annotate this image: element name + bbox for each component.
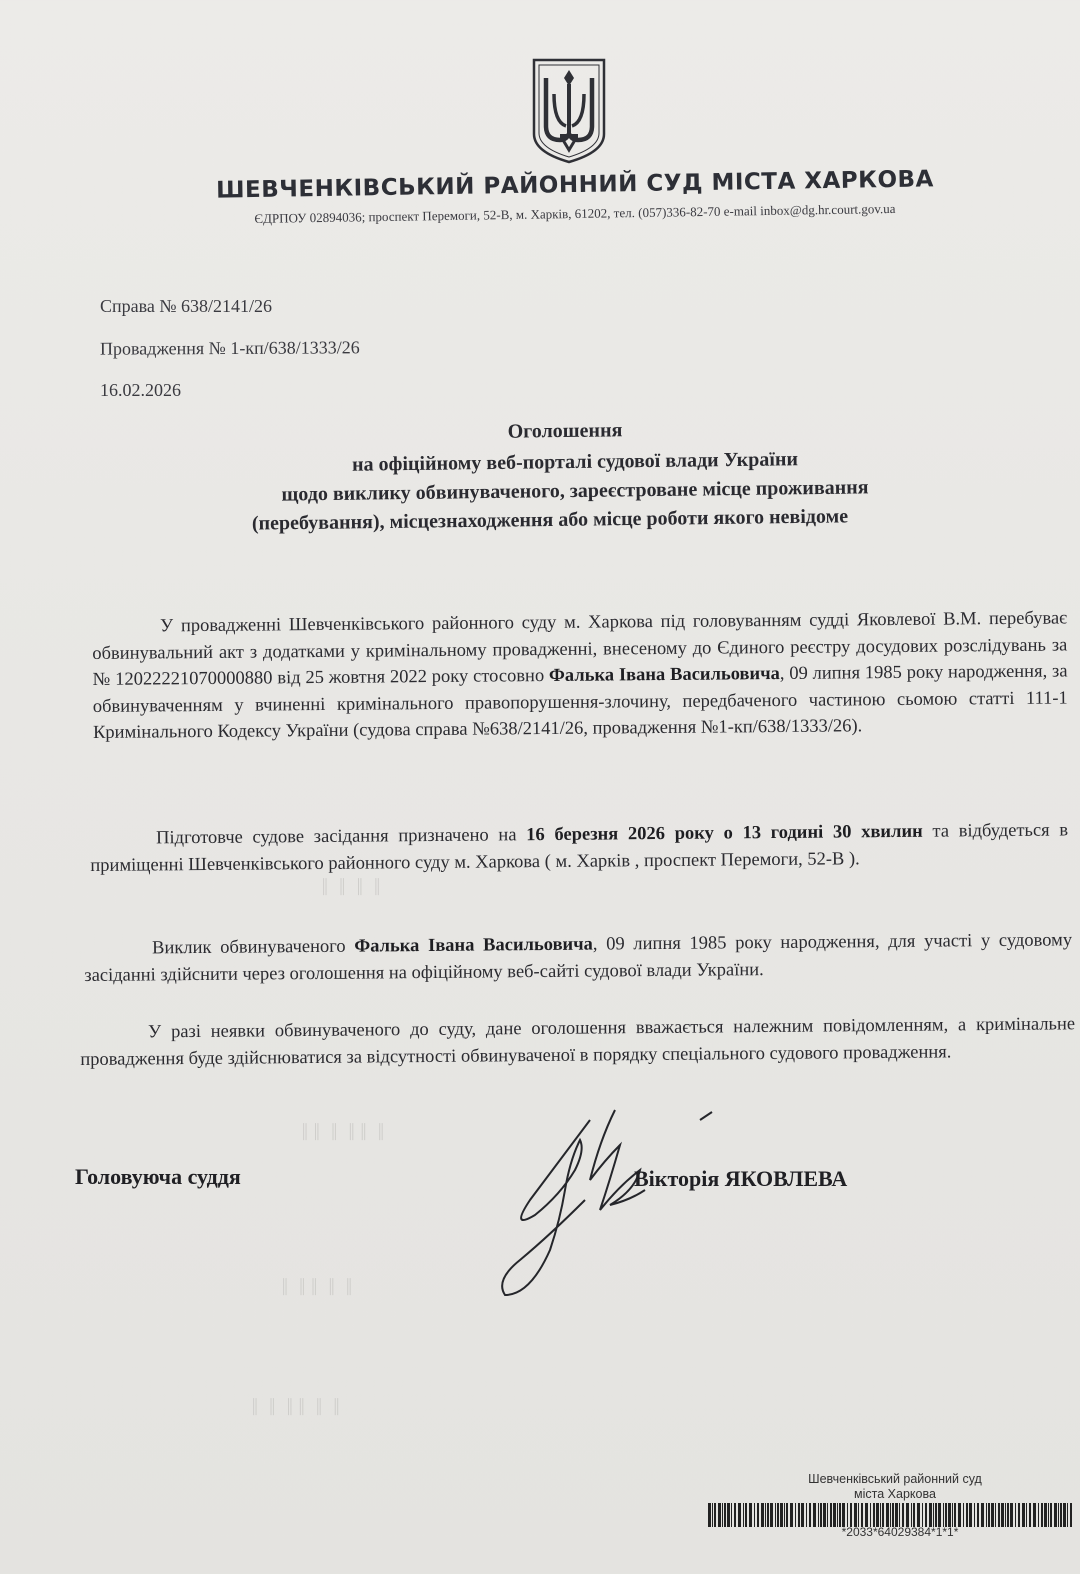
barcode-bar (963, 1503, 964, 1527)
judge-name: Вікторія ЯКОВЛЕВА (634, 1166, 848, 1191)
barcode-bar (798, 1503, 800, 1527)
announcement-subtitle-line-2: щодо виклику обвинуваченого, зареєстроване місце проживання (281, 476, 869, 506)
barcode-bar (786, 1503, 788, 1527)
case-number: Справа № 638/2141/26 (100, 296, 273, 316)
barcode-bar (830, 1503, 832, 1527)
barcode-bar (1067, 1503, 1068, 1527)
barcode-bar (861, 1503, 863, 1527)
barcode-bar (892, 1503, 894, 1527)
barcode-bar (745, 1503, 747, 1527)
barcode-bar (801, 1503, 804, 1527)
paragraph-text: У провадженні Шевченківського районного суду м. Харкова під головуванням судді Яковлевої В.М. перебуває обвинувальний акт з додатками у кримінальному провадженні, внесеному до Єдиного реєстру досудових розслідувань за № 12022221070000880 від 25 жовтня 2022 року стосовно (92, 608, 1068, 690)
barcode-bar (995, 1503, 996, 1527)
barcode-bar (870, 1503, 871, 1527)
registry-stamp-line-1: Шевченківський районний суд (808, 1472, 982, 1486)
barcode-bar (911, 1503, 912, 1527)
barcode-number: *2033*64029384*1*1* (841, 1525, 959, 1539)
barcode-bar (1063, 1503, 1066, 1527)
barcode-bar (722, 1503, 723, 1527)
barcode-bar (873, 1503, 875, 1527)
barcode-bar (1070, 1503, 1072, 1527)
paragraph-summons (84, 927, 1072, 989)
barcode-bar (749, 1503, 752, 1527)
paragraph-non-appearance-notice: У разі неявки обвинуваченого до суду, дане оголошення вважається належним повідомленням, а кримінальне провадження буде здійснюватися за відсутності обвинуваченої в порядку спеціального судового провадження. (80, 1014, 1076, 1070)
barcode-bar (988, 1503, 990, 1527)
barcode-bar (1060, 1503, 1062, 1527)
barcode-bar (933, 1503, 934, 1527)
barcode-bar (1015, 1503, 1016, 1527)
barcode-bar (820, 1503, 822, 1527)
barcode-bar (1005, 1503, 1006, 1527)
barcode-bar (948, 1503, 951, 1527)
coat-of-arms-emblem (530, 56, 608, 164)
barcode-bar (981, 1503, 984, 1527)
barcode-bar (765, 1503, 766, 1527)
barcode-bar (1022, 1503, 1025, 1527)
barcode-bar (876, 1503, 879, 1527)
hearing-datetime: 16 березня 2026 року о 13 годині 30 хвилин (526, 821, 923, 846)
barcode-bar (899, 1503, 900, 1527)
barcode-bar (966, 1503, 968, 1527)
barcode-bar (777, 1503, 779, 1527)
registry-stamp-line-2: міста Харкова (854, 1487, 936, 1501)
barcode-bar (847, 1503, 848, 1527)
accused-name: Фалька Івана Васильовича (548, 664, 780, 687)
barcode-bar (842, 1503, 845, 1527)
barcode-bar (738, 1503, 741, 1527)
barcode-bar (790, 1503, 793, 1527)
bleed-through-mark: ║ ║ ║║ ║ ║ (250, 1400, 344, 1415)
barcode-bar (954, 1503, 956, 1527)
barcode (708, 1503, 1076, 1527)
barcode-bar (1029, 1503, 1031, 1527)
paragraph-text: , 09 липня 1985 року народження, для участі у судовому засіданні здійснити через оголошення на офіційному веб-сайті судової влади України. (84, 930, 1073, 986)
barcode-bar (757, 1503, 759, 1527)
barcode-bar (902, 1503, 904, 1527)
barcode-bar (724, 1503, 726, 1527)
barcode-bar (986, 1503, 987, 1527)
barcode-bar (1041, 1503, 1043, 1527)
announcement-subtitle-line-1: на офіційному веб-порталі судової влади України (351, 448, 799, 476)
barcode-bar (1026, 1503, 1027, 1527)
bleed-through-mark: ║║ ║ ║║ ║ (300, 1125, 389, 1140)
barcode-bar (1058, 1503, 1059, 1527)
paragraph-text: та відбудеться в приміщенні Шевченківського районного суду м. Харкова ( м. Харків , проспект Перемоги, 52-В ). (90, 820, 1069, 876)
bleed-through-mark: ║ ║ ║ ║ (320, 880, 385, 895)
barcode-bar (906, 1503, 909, 1527)
barcode-bar (754, 1503, 755, 1527)
registry-stamp (760, 1472, 1030, 1502)
accused-name: Фалька Івана Васильовича (354, 934, 593, 957)
barcode-bar (775, 1503, 776, 1527)
barcode-bar (938, 1503, 941, 1527)
document-date: 16.02.2026 (100, 380, 181, 400)
barcode-bar (809, 1503, 811, 1527)
paragraph-text: Виклик обвинуваченого (152, 936, 355, 959)
barcode-bar (886, 1503, 889, 1527)
barcode-bar (795, 1503, 796, 1527)
barcode-bar (977, 1503, 979, 1527)
barcode-bar (917, 1503, 920, 1527)
barcode-bar (813, 1503, 816, 1527)
barcode-bar (929, 1503, 932, 1527)
barcode-bar (780, 1503, 783, 1527)
barcode-bar (714, 1503, 716, 1527)
barcode-bar (712, 1503, 713, 1527)
barcode-bar (823, 1503, 826, 1527)
barcode-bar (1050, 1503, 1052, 1527)
barcode-bar (1018, 1503, 1020, 1527)
court-name-heading: ШЕВЧЕНКІВСЬКИЙ РАЙОННИЙ СУД МІСТА ХАРКОВА (215, 166, 935, 204)
barcode-bar (913, 1503, 915, 1527)
handwritten-signature (490, 1100, 730, 1300)
barcode-bar (1001, 1503, 1004, 1527)
barcode-bar (880, 1503, 881, 1527)
barcode-bar (991, 1503, 994, 1527)
barcode-bar (945, 1503, 947, 1527)
barcode-bar (818, 1503, 819, 1527)
barcode-bar (833, 1503, 836, 1527)
proceeding-number: Провадження № 1-кп/638/1333/26 (99, 337, 360, 359)
barcode-bar (865, 1503, 868, 1527)
barcode-bar (827, 1503, 828, 1527)
barcode-bar (761, 1503, 764, 1527)
barcode-bar (974, 1503, 975, 1527)
barcode-bar (770, 1503, 773, 1527)
barcode-bar (1010, 1503, 1013, 1527)
judge-position: Головуюча суддя (75, 1164, 241, 1189)
barcode-bar (882, 1503, 884, 1527)
barcode-bar (743, 1503, 744, 1527)
paragraph-case-description (92, 605, 1068, 746)
barcode-bar (925, 1503, 927, 1527)
paragraph-text: , 09 липня 1985 року народження, за обвинуваченням у вчиненні кримінального правопорушення-злочину, передбаченого частиною сьомою статті 111-1 Кримінального Кодексу України (судова справа №638/2141/26, провадження №1-кп/638/1333/26). (92, 661, 1068, 743)
barcode-bar (767, 1503, 769, 1527)
paragraph-text: Підготовче судове засідання призначено на (156, 825, 527, 849)
barcode-bar (708, 1503, 711, 1527)
barcode-bar (1048, 1503, 1049, 1527)
barcode-bar (731, 1503, 732, 1527)
barcode-bar (854, 1503, 857, 1527)
barcode-bar (935, 1503, 937, 1527)
barcode-bar (1044, 1503, 1047, 1527)
barcode-bar (922, 1503, 923, 1527)
barcode-bar (943, 1503, 944, 1527)
barcode-bar (1033, 1503, 1036, 1527)
barcode-bar (969, 1503, 972, 1527)
barcode-bar (890, 1503, 891, 1527)
barcode-bar (1038, 1503, 1039, 1527)
barcode-bar (727, 1503, 730, 1527)
court-contact-details: ЄДРПОУ 02894036; проспект Перемоги, 52-В, м. Харків, 61202, тел. (057)336-82-70 e-mail inbox@dg.hr.court.gov.ua (254, 200, 896, 227)
barcode-bar (958, 1503, 961, 1527)
barcode-bar (895, 1503, 898, 1527)
bleed-through-mark: ║ ║║ ║ ║ (280, 1280, 357, 1295)
barcode-bar (1007, 1503, 1009, 1527)
barcode-bar (718, 1503, 721, 1527)
barcode-bar (839, 1503, 841, 1527)
announcement-title: Оголошення (507, 419, 623, 443)
barcode-bar (837, 1503, 838, 1527)
barcode-bar (734, 1503, 736, 1527)
barcode-bar (850, 1503, 852, 1527)
barcode-bar (952, 1503, 953, 1527)
barcode-bar (784, 1503, 785, 1527)
barcode-bar (858, 1503, 859, 1527)
barcode-bar (998, 1503, 1000, 1527)
announcement-subtitle-line-3: (перебування), місцезнаходження або місце роботи якого невідоме (251, 505, 849, 535)
barcode-bar (1054, 1503, 1057, 1527)
paragraph-hearing-schedule (90, 817, 1068, 879)
barcode-bar (806, 1503, 807, 1527)
